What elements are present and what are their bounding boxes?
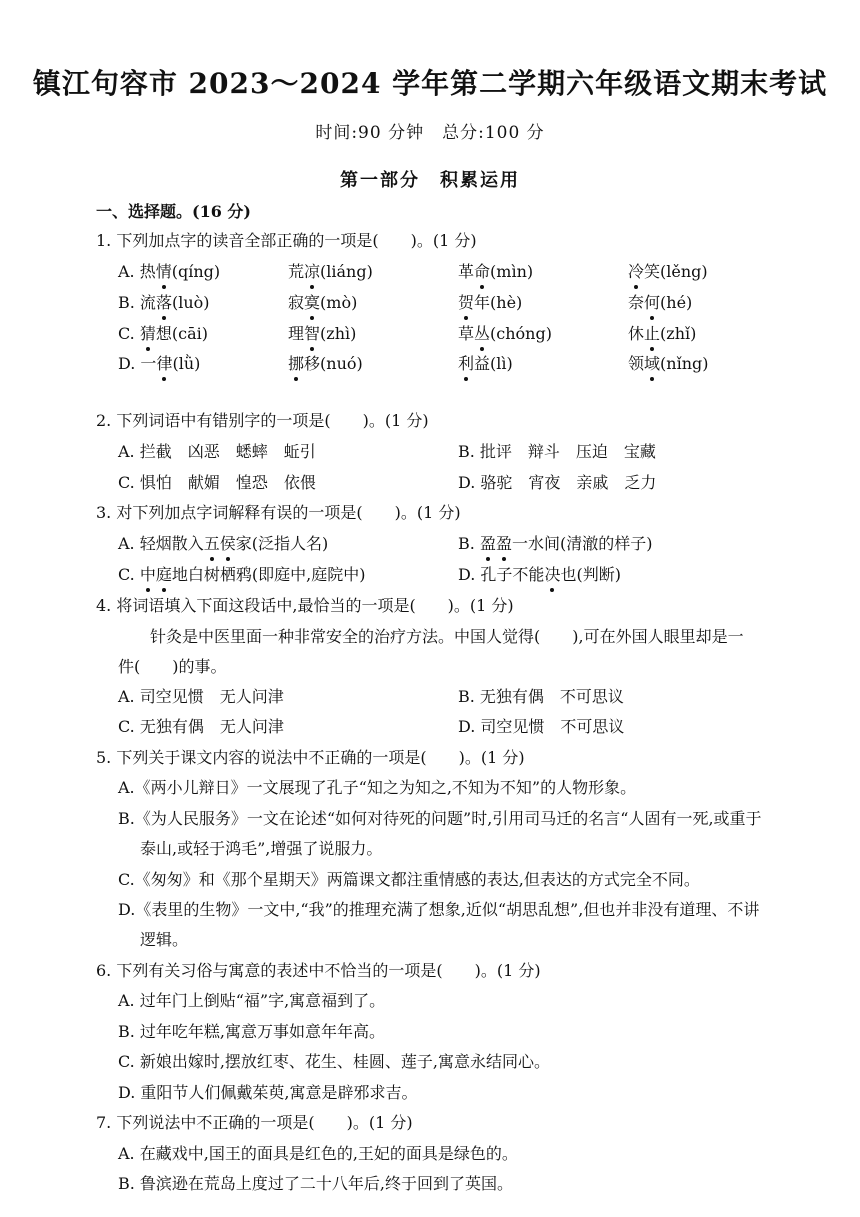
- question-4-option-d: D. 司空见惯 不可思议: [458, 717, 625, 736]
- question-5-option-b: B.《为人民服务》一文在论述“如何对待死的问题”时,引用司马迁的名言“人固有一死,或重于: [118, 809, 762, 828]
- question-5-stem: 5. 下列关于课文内容的说法中不正确的一项是( )。(1 分): [96, 748, 525, 767]
- question-6-stem: 6. 下列有关习俗与寓意的表述中不恰当的一项是( )。(1 分): [96, 961, 541, 980]
- emphasized-char: 智: [304, 324, 321, 343]
- question-1-option-item: [118, 353, 200, 375]
- emphasized-char: 中: [139, 565, 156, 584]
- question-7-option-b: B. 鲁滨逊在荒岛上度过了二十八年后,终于回到了英国。: [118, 1174, 514, 1193]
- question-6-option-a: A. 过年门上倒贴“福”字,寓意福到了。: [118, 991, 386, 1010]
- question-6-option-c: C. 新娘出嫁时,摆放红枣、花生、桂圆、莲子,寓意永结同心。: [118, 1052, 551, 1071]
- question-4-stem: 4. 将词语填入下面这段话中,最恰当的一项是( )。(1 分): [96, 596, 514, 615]
- emphasized-char: 寞: [304, 293, 321, 312]
- question-4-passage: 针灸是中医里面一种非常安全的治疗方法。中国人觉得( ),可在外国人眼里却是一: [150, 627, 744, 646]
- question-1-option-item: [288, 292, 357, 314]
- option-text: (chóng): [490, 324, 552, 343]
- question-4-option-c: C. 无独有偶 无人问津: [118, 717, 284, 736]
- question-5-option-b-cont: 泰山,或轻于鸿毛”,增强了说服力。: [140, 839, 383, 858]
- question-4-passage-cont: 件( )的事。: [118, 657, 227, 676]
- option-text: D. 一: [118, 354, 157, 373]
- emphasized-char: 挪: [288, 354, 305, 373]
- option-text: C.: [118, 565, 140, 584]
- question-1-option-item: [118, 292, 210, 314]
- option-text: (luò): [171, 293, 210, 312]
- emphasized-char: 情: [155, 262, 172, 281]
- question-5-option-d: D.《表里的生物》一文中,“我”的推理充满了想象,近似“胡思乱想”,但也并非没有道理、不讲: [118, 900, 760, 919]
- question-1-option-item: [628, 292, 692, 314]
- option-text: (mò): [320, 293, 358, 312]
- question-6-option-d: D. 重阳节人们佩戴茱萸,寓意是辟邪求吉。: [118, 1083, 418, 1102]
- option-text: 益(lì): [474, 354, 513, 373]
- question-3-option-d: [458, 564, 621, 586]
- exam-title: 镇江句容市 2023～2024 学年第二学期六年级语文期末考试: [32, 67, 828, 100]
- option-text: 草: [458, 324, 475, 343]
- emphasized-char: 利: [458, 354, 475, 373]
- question-3-option-c: [118, 564, 365, 586]
- question-1-option-item: [288, 353, 363, 375]
- emphasized-char: 盈: [479, 534, 496, 553]
- question-1-option-item: [118, 323, 208, 345]
- option-text: (qíng): [171, 262, 221, 281]
- question-1-option-item: [458, 323, 552, 345]
- option-text: (mìn): [490, 262, 534, 281]
- question-2-option-b: B. 批评 辩斗 压迫 宝藏: [458, 442, 656, 461]
- option-text: (zhì): [320, 324, 357, 343]
- option-text: 荒: [288, 262, 305, 281]
- emphasized-char: 盈: [495, 534, 512, 553]
- question-2-stem: 2. 下列词语中有错别字的一项是( )。(1 分): [96, 411, 429, 430]
- option-text: (liáng): [320, 262, 373, 281]
- exam-meta: 时间:90 分钟 总分:100 分: [315, 123, 545, 143]
- option-text: C.: [118, 324, 140, 343]
- emphasized-char: 何: [644, 293, 661, 312]
- emphasized-char: 庭: [155, 565, 172, 584]
- emphasized-char: 律: [156, 354, 173, 373]
- option-text: (hé): [660, 293, 693, 312]
- option-text: 一水间(清澈的样子): [511, 534, 653, 553]
- emphasized-char: 决: [544, 565, 561, 584]
- question-1-option-item: [628, 261, 708, 283]
- emphasized-char: 凉: [304, 262, 321, 281]
- option-text: B.: [458, 534, 480, 553]
- option-text: 领: [628, 354, 645, 373]
- question-2-option-d: D. 骆驼 宵夜 亲戚 乏力: [458, 473, 657, 492]
- question-1-option-item: [628, 353, 708, 375]
- emphasized-char: 贺: [458, 293, 475, 312]
- question-1-option-item: [458, 292, 522, 314]
- question-1-option-item: [288, 261, 373, 283]
- option-text: (nǐng): [660, 354, 709, 373]
- part-heading: 第一部分 积累运用: [340, 170, 520, 191]
- question-5-option-d-cont: 逻辑。: [140, 930, 189, 949]
- emphasized-char: 丛: [474, 324, 491, 343]
- option-text: A. 轻烟散入: [118, 534, 204, 553]
- emphasized-char: 落: [155, 293, 172, 312]
- emphasized-text: [480, 534, 512, 553]
- question-5-option-a: A.《两小儿辩日》一文展现了孔子“知之为知之,不知为不知”的人物形象。: [118, 778, 637, 797]
- question-5-option-c: C.《匆匆》和《那个星期天》两篇课文都注重情感的表达,但表达的方式完全不同。: [118, 870, 700, 889]
- question-1-option-item: [458, 261, 533, 283]
- option-text: 年(hè): [474, 293, 523, 312]
- emphasized-text: [140, 565, 172, 584]
- option-text: A. 热: [118, 262, 156, 281]
- question-3-option-b: [458, 533, 652, 555]
- option-text: (lǜ): [172, 354, 201, 373]
- option-text: 休: [628, 324, 645, 343]
- question-3-stem: 3. 对下列加点字词解释有误的一项是( )。(1 分): [96, 503, 461, 522]
- option-text: 奈: [628, 293, 645, 312]
- question-4-option-b: B. 无独有偶 不可思议: [458, 687, 624, 706]
- emphasized-char: 侯: [219, 534, 236, 553]
- question-3-option-a: [118, 533, 328, 555]
- question-1-option-item: [628, 323, 696, 345]
- question-1-stem: 1. 下列加点字的读音全部正确的一项是( )。(1 分): [96, 231, 477, 250]
- question-1-option-item: [118, 261, 220, 283]
- option-text: 理: [288, 324, 305, 343]
- option-text: 想(cāi): [155, 324, 208, 343]
- emphasized-char: 五: [203, 534, 220, 553]
- option-text: B. 流: [118, 293, 156, 312]
- option-text: 移(nuó): [304, 354, 363, 373]
- option-text: 家(泛指人名): [235, 534, 329, 553]
- question-1-option-item: [458, 353, 513, 375]
- question-7-option-a: A. 在藏戏中,国王的面具是红色的,王妃的面具是绿色的。: [118, 1144, 518, 1163]
- option-text: 革: [458, 262, 475, 281]
- emphasized-text: [204, 534, 236, 553]
- question-6-option-b: B. 过年吃年糕,寓意万事如意年年高。: [118, 1022, 386, 1041]
- emphasized-char: 止: [644, 324, 661, 343]
- option-text: 寂: [288, 293, 305, 312]
- option-text: D. 孔子不能: [458, 565, 545, 584]
- emphasized-text: [544, 565, 560, 584]
- emphasized-char: 域: [644, 354, 661, 373]
- emphasized-char: 猜: [139, 324, 156, 343]
- question-2-option-c: C. 惧怕 献媚 惶恐 依偎: [118, 473, 316, 492]
- section-heading: 一、选择题。(16 分): [96, 202, 251, 221]
- option-text: 笑(lěng): [644, 262, 708, 281]
- emphasized-char: 冷: [628, 262, 645, 281]
- question-1-option-item: [288, 323, 356, 345]
- question-7-stem: 7. 下列说法中不正确的一项是( )。(1 分): [96, 1113, 413, 1132]
- emphasized-char: 命: [474, 262, 491, 281]
- question-2-option-a: A. 拦截 凶恶 蟋蟀 蚯引: [118, 442, 316, 461]
- option-text: 也(判断): [560, 565, 621, 584]
- question-4-option-a: A. 司空见惯 无人问津: [118, 687, 284, 706]
- option-text: 地白树栖鸦(即庭中,庭院中): [171, 565, 366, 584]
- option-text: (zhǐ): [660, 324, 697, 343]
